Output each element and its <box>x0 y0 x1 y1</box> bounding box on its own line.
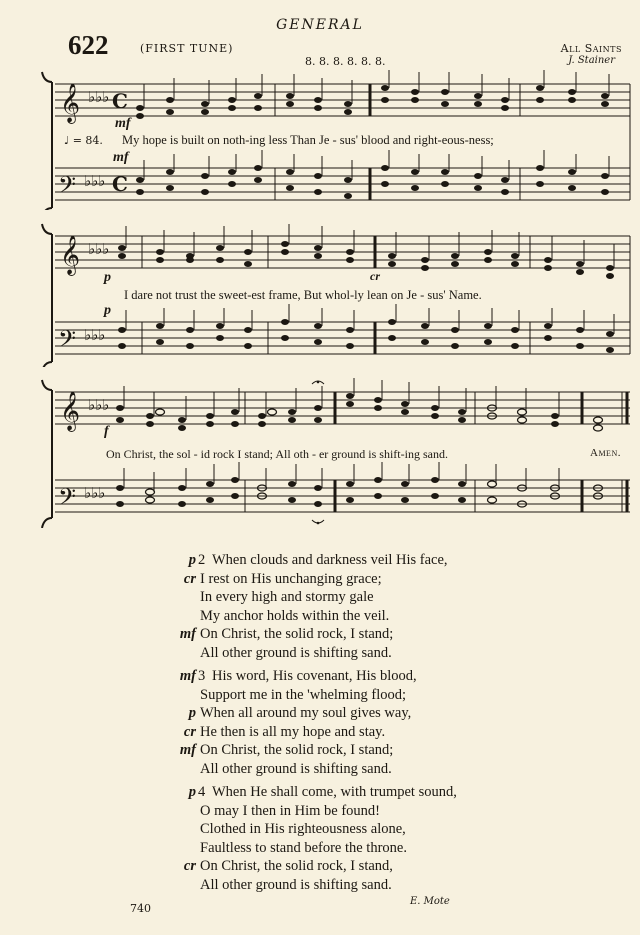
stanza-3-mark-4: cr <box>183 723 196 740</box>
lyric-line-2: I dare not trust the sweet-est frame, But whol-ly lean on Je - sus' Name. <box>124 288 482 302</box>
svg-text:C: C <box>112 89 128 113</box>
music-system-1 <box>0 70 640 210</box>
stanza-2-number: 2 <box>198 552 206 568</box>
stanza-2-line-4: My anchor holds within the veil. <box>200 607 390 624</box>
stanza-2-line-5: On Christ, the solid rock, I stand; <box>200 626 394 643</box>
svg-text:♭♭♭: ♭♭♭ <box>88 88 110 106</box>
tempo-value: = 84. <box>72 134 103 147</box>
dynamic-top-1: mf <box>115 116 131 131</box>
stanza-4-mark-1: p <box>188 784 196 800</box>
composer: J. Stainer <box>568 55 615 66</box>
stanza-4-line-1: When He shall come, with trumpet sound, <box>212 784 457 800</box>
svg-text:C: C <box>112 172 128 196</box>
svg-text:𝄢: 𝄢 <box>58 171 77 204</box>
lyric-line-3: On Christ, the sol - id rock I stand; All oth - er ground is shift-ing sand. <box>106 447 448 461</box>
svg-text:♭♭♭: ♭♭♭ <box>84 326 106 344</box>
svg-text:♭♭♭: ♭♭♭ <box>88 396 110 414</box>
stanza-3-line-6: All other ground is shifting sand. <box>200 760 392 777</box>
svg-text:♭♭♭: ♭♭♭ <box>84 172 106 190</box>
stanza-2-line-3: In every high and stormy gale <box>200 589 374 606</box>
stanza-3-line-5: On Christ, the solid rock, I stand; <box>200 742 394 759</box>
stanza-3-mark-5: mf <box>179 742 196 759</box>
stanza-2-line-2: I rest on His unchanging grace; <box>200 570 382 587</box>
stanza-4-number: 4 <box>198 784 206 800</box>
tune-name: All Saints <box>560 42 622 55</box>
page-number: 740 <box>130 902 151 915</box>
stanza-4-line-4: Faultless to stand before the throne. <box>200 839 407 856</box>
tempo-mark <box>64 134 103 147</box>
amen-label: Amen. <box>590 447 621 459</box>
stanza-3-line-1: His word, His covenant, His blood, <box>212 668 417 684</box>
hymn-number: 622 <box>68 30 109 60</box>
stanza-4-line-5: On Christ, the solid rock, I stand, <box>200 858 393 875</box>
stanza-3-line-4: He then is all my hope and stay. <box>200 723 386 740</box>
stanza-2-mark-1: p <box>188 552 196 568</box>
music-system-2 <box>0 222 640 367</box>
stanza-4-line-6: All other ground is shifting sand. <box>200 876 392 893</box>
svg-text:𝄞: 𝄞 <box>60 83 81 123</box>
stanza-4-mark-5: cr <box>183 858 196 875</box>
svg-text:♭♭♭: ♭♭♭ <box>84 484 106 502</box>
quarter-note-icon: ♩ <box>64 134 70 147</box>
svg-text:𝄞: 𝄞 <box>60 391 81 431</box>
dynamic-bottom-1: mf <box>113 150 129 165</box>
author-credit: E. Mote <box>410 896 450 907</box>
dynamic-top-2: p <box>104 270 111 285</box>
tune-tag: (FIRST TUNE) <box>140 42 234 55</box>
dynamic-top-3: f <box>104 424 109 439</box>
stanza-3-number: 3 <box>198 668 206 684</box>
dynamic-bottom-2: p <box>104 303 111 318</box>
stanza-4-line-2: O may I then in Him be found! <box>200 802 381 819</box>
svg-text:♭♭♭: ♭♭♭ <box>88 240 110 258</box>
lyric-line-1: My hope is built on noth-ing less Than Je - sus' blood and right-eous-ness; <box>122 133 494 147</box>
svg-text:𝄢: 𝄢 <box>58 483 77 516</box>
stanza-4-line-3: Clothed in His righteousness alone, <box>200 821 406 838</box>
stanza-3-line-2: Support me in the 'whelming flood; <box>200 686 406 703</box>
dynamic-mid-2: cr <box>370 269 380 283</box>
section-title: GENERAL <box>276 17 364 33</box>
stanza-3-mark-1: mf <box>179 668 196 684</box>
meter: 8. 8. 8. 8. 8. 8. <box>305 55 386 68</box>
svg-text:𝄢: 𝄢 <box>58 325 77 358</box>
music-system-3 <box>0 378 640 528</box>
stanza-2-line-6: All other ground is shifting sand. <box>200 644 392 661</box>
svg-text:𝄞: 𝄞 <box>60 235 81 275</box>
stanza-3-line-3: When all around my soul gives way, <box>200 705 412 722</box>
stanza-3-mark-3: p <box>188 705 196 722</box>
stanza-2-mark-2: cr <box>183 570 196 587</box>
stanza-2-mark-5: mf <box>179 626 196 643</box>
stanza-2-line-1: When clouds and darkness veil His face, <box>212 552 448 568</box>
